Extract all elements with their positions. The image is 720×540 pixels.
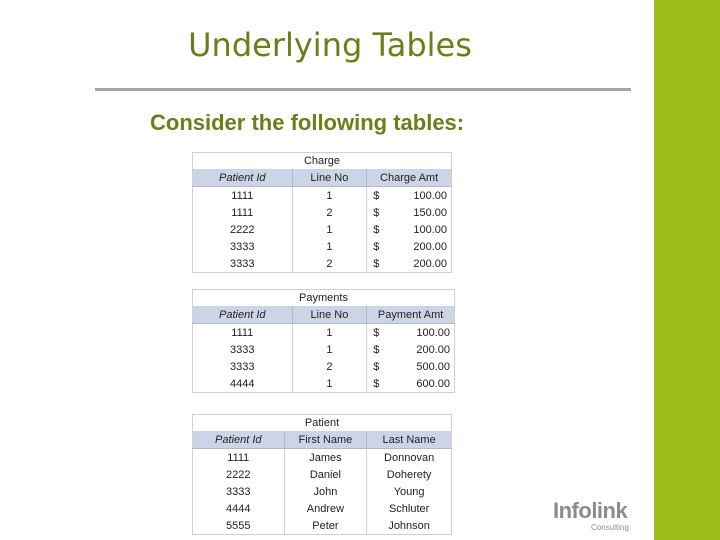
currency-symbol: $ — [373, 223, 380, 236]
cell-first-name: John — [284, 483, 367, 500]
cell-amount — [367, 238, 452, 255]
cell-amount — [367, 375, 455, 393]
title-divider — [95, 88, 631, 91]
amount-value: 200.00 — [413, 257, 447, 270]
cell-line-no: 1 — [292, 238, 367, 255]
table-row — [193, 324, 455, 342]
table-row — [193, 255, 452, 273]
cell-amount — [367, 358, 455, 375]
cell-patient-id: 1111 — [193, 204, 293, 221]
cell-patient-id: 5555 — [193, 517, 285, 535]
cell-line-no: 1 — [292, 341, 367, 358]
cell-line-no: 2 — [292, 255, 367, 273]
cell-patient-id: 4444 — [193, 375, 293, 393]
payments-header-line-no: Line No — [292, 306, 367, 324]
cell-patient-id: 3333 — [193, 238, 293, 255]
table-row — [193, 187, 452, 205]
amount-value: 100.00 — [413, 223, 447, 236]
patient-header-last-name: Last Name — [367, 431, 452, 449]
cell-patient-id: 3333 — [193, 341, 293, 358]
table-row — [193, 483, 452, 500]
cell-line-no: 2 — [292, 358, 367, 375]
charge-header-line-no: Line No — [292, 169, 367, 187]
table-row — [193, 238, 452, 255]
patient-header-first-name: First Name — [284, 431, 367, 449]
currency-symbol: $ — [373, 343, 380, 356]
payments-header-patient-id: Patient Id — [193, 306, 293, 324]
amount-value: 100.00 — [416, 326, 450, 339]
currency-symbol: $ — [373, 377, 380, 390]
cell-amount — [367, 255, 452, 273]
slide-title: Underlying Tables — [188, 26, 472, 64]
currency-symbol: $ — [373, 206, 380, 219]
charge-caption: Charge — [193, 153, 452, 170]
cell-amount — [367, 187, 452, 205]
cell-patient-id: 3333 — [193, 255, 293, 273]
cell-first-name: James — [284, 449, 367, 467]
cell-amount — [367, 221, 452, 238]
logo-name: Infolink — [553, 498, 628, 523]
amount-value: 200.00 — [413, 240, 447, 253]
cell-amount — [367, 341, 455, 358]
currency-symbol: $ — [373, 326, 380, 339]
cell-last-name: Donnovan — [384, 451, 435, 464]
slide-subtitle: Consider the following tables: — [150, 110, 465, 135]
cell-first-name: Peter — [284, 517, 367, 535]
patient-caption: Patient — [193, 415, 452, 432]
table-row — [193, 375, 455, 393]
table-row — [193, 517, 452, 535]
payments-table — [192, 289, 455, 393]
currency-symbol: $ — [373, 360, 380, 373]
table-row — [193, 466, 452, 483]
table-row — [193, 204, 452, 221]
amount-value: 100.00 — [413, 189, 447, 202]
amount-value: 200.00 — [416, 343, 450, 356]
currency-symbol: $ — [373, 189, 380, 202]
cell-last-name: Young — [393, 485, 425, 498]
infolink-logo — [553, 498, 633, 534]
table-row — [193, 341, 455, 358]
cell-last-name: Schluter — [388, 502, 430, 515]
cell-patient-id: 2222 — [193, 466, 285, 483]
cell-last-name: Doherety — [386, 468, 432, 481]
patient-table — [192, 414, 452, 535]
charge-table — [192, 152, 452, 273]
table-row — [193, 358, 455, 375]
cell-line-no: 1 — [292, 187, 367, 205]
cell-amount — [367, 324, 455, 342]
accent-sidebar — [654, 0, 720, 540]
cell-line-no: 1 — [292, 375, 367, 393]
patient-header-patient-id: Patient Id — [193, 431, 285, 449]
table-row — [193, 221, 452, 238]
amount-value: 150.00 — [413, 206, 447, 219]
currency-symbol: $ — [373, 240, 380, 253]
cell-first-name: Daniel — [284, 466, 367, 483]
table-row — [193, 449, 452, 467]
cell-last-name: Johnson — [388, 519, 430, 532]
cell-patient-id: 1111 — [193, 324, 293, 342]
charge-header-patient-id: Patient Id — [193, 169, 293, 187]
logo-sub: Consulting — [591, 523, 629, 532]
cell-line-no: 1 — [292, 324, 367, 342]
payments-caption: Payments — [193, 290, 455, 307]
cell-first-name: Andrew — [284, 500, 367, 517]
amount-value: 600.00 — [416, 377, 450, 390]
cell-patient-id: 1111 — [193, 449, 285, 467]
currency-symbol: $ — [373, 257, 380, 270]
amount-value: 500.00 — [416, 360, 450, 373]
cell-patient-id: 3333 — [193, 358, 293, 375]
cell-line-no: 1 — [292, 221, 367, 238]
cell-patient-id: 2222 — [193, 221, 293, 238]
cell-line-no: 2 — [292, 204, 367, 221]
cell-patient-id: 3333 — [193, 483, 285, 500]
payments-header-payment-amt: Payment Amt — [367, 306, 455, 324]
table-row — [193, 500, 452, 517]
charge-header-charge-amt: Charge Amt — [367, 169, 452, 187]
cell-amount — [367, 204, 452, 221]
cell-patient-id: 1111 — [193, 187, 293, 205]
cell-patient-id: 4444 — [193, 500, 285, 517]
